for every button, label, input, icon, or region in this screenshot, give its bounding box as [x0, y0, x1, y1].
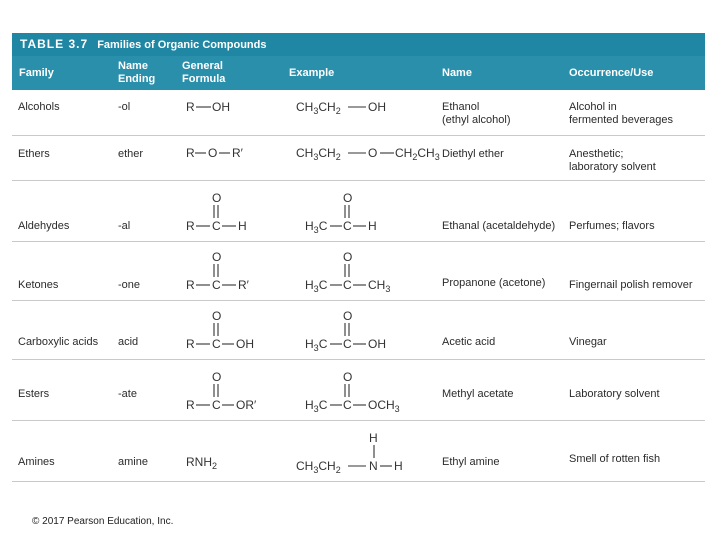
occurrence-cell: Anesthetic; laboratory solvent [569, 148, 656, 173]
family-cell: Ketones [18, 279, 59, 291]
svg-text:O: O [343, 370, 353, 384]
example-formula-propanone [296, 248, 406, 298]
svg-text:CH3: $CH_3$ [368, 278, 391, 294]
svg-text:CH3CH2: $CH_3CH_2$ [296, 100, 341, 116]
header-family: Family [19, 67, 54, 79]
example-formula-ethanal [296, 189, 396, 239]
svg-text:R: R [186, 398, 195, 412]
occurrence-cell: Alcohol in fermented beverages [569, 101, 673, 126]
family-cell: Ethers [18, 148, 50, 160]
svg-text:O: O [343, 191, 353, 205]
compound-name-cell: Acetic acid [442, 336, 496, 348]
occurrence-cell: Vinegar [569, 336, 607, 348]
svg-text:OH: OH [368, 337, 386, 351]
header-name-ending [118, 60, 155, 86]
table-row-aldehydes [12, 181, 705, 242]
name-ending-cell: -ol [118, 101, 131, 113]
example-formula-acetic-acid [296, 307, 396, 357]
svg-text:H3C: $H_3C$ [305, 278, 328, 294]
general-formula-ether [184, 144, 264, 164]
svg-text:C: C [343, 278, 352, 292]
svg-text:OR′: OR′ [236, 398, 257, 412]
svg-text:CH3CH2: $CH_3CH_2$ [296, 146, 341, 162]
table-header-row [12, 56, 705, 90]
header-general-formula-line1: General [182, 60, 223, 72]
family-cell: Aldehydes [18, 220, 70, 232]
occurrence-cell: Smell of rotten fish [569, 453, 661, 465]
svg-text:OH: OH [236, 337, 254, 351]
table-title-bar [12, 33, 705, 56]
svg-text:OCH3: $OCH_3$ [368, 398, 400, 414]
table-title: Families of Organic Compounds [97, 39, 267, 51]
general-formula-aldehyde [184, 189, 264, 239]
family-cell: Esters [18, 388, 50, 400]
example-formula-methyl-acetate [296, 368, 416, 418]
name-ending-cell: -ate [118, 388, 137, 400]
table-row-amines [12, 421, 705, 482]
general-formula-ester [184, 368, 274, 418]
general-formula-ketone [184, 248, 264, 298]
header-general-formula-line2: Formula [182, 73, 226, 85]
header-example: Example [289, 67, 335, 79]
svg-text:R: R [186, 219, 195, 233]
svg-text:R′: R′ [232, 146, 243, 160]
copyright-notice: © 2017 Pearson Education, Inc. [32, 516, 174, 527]
header-occurrence-use: Occurrence/Use [569, 67, 654, 79]
compound-name-cell: Propanone (acetone) [442, 277, 546, 289]
name-ending-cell: acid [118, 336, 139, 348]
svg-text:O: O [212, 309, 222, 323]
svg-text:O: O [208, 146, 218, 160]
compound-name-cell: Ethyl amine [442, 456, 500, 468]
family-cell: Carboxylic acids [18, 336, 99, 348]
svg-text:H: H [238, 219, 247, 233]
header-name-ending-line2: Ending [118, 73, 156, 85]
compound-name-cell: Methyl acetate [442, 388, 514, 400]
header-general-formula [182, 60, 225, 86]
compound-name-cell: Ethanal (acetaldehyde) [442, 220, 556, 232]
name-ending-cell: amine [118, 456, 148, 468]
svg-text:OH: OH [368, 100, 386, 114]
name-ending-cell: ether [118, 148, 144, 160]
svg-text:H: H [394, 459, 403, 473]
svg-text:H: H [368, 219, 377, 233]
general-formula-carboxylic-acid [184, 307, 264, 357]
svg-text:C: C [343, 398, 352, 412]
svg-text:RNH2: $RNH_2$ [186, 455, 218, 471]
formula-atom: OH [212, 100, 230, 114]
svg-text:O: O [343, 250, 353, 264]
svg-text:H3C: $H_3C$ [305, 219, 328, 235]
occurrence-cell: Perfumes; flavors [569, 220, 655, 232]
name-ending-cell: -al [118, 220, 131, 232]
svg-text:R: R [186, 146, 195, 160]
svg-text:CH3CH2: $CH_3CH_2$ [296, 459, 341, 475]
general-formula-amine [186, 449, 246, 471]
svg-text:C: C [212, 337, 221, 351]
svg-text:C: C [212, 219, 221, 233]
compound-name-cell: Ethanol (ethyl alcohol) [442, 101, 511, 126]
svg-text:C: C [343, 337, 352, 351]
compound-name-cell: Diethyl ether [442, 148, 504, 160]
svg-text:H: H [369, 431, 378, 445]
svg-text:O: O [343, 309, 353, 323]
table-row-esters [12, 360, 705, 421]
svg-text:O: O [212, 370, 222, 384]
svg-text:CH2CH3: $CH_2CH_3$ [395, 146, 440, 162]
header-name: Name [442, 67, 472, 79]
family-cell: Alcohols [18, 101, 60, 113]
svg-text:R′: R′ [238, 278, 249, 292]
formula-atom: R [186, 100, 195, 114]
example-formula-diethyl-ether [296, 144, 446, 166]
table-number: TABLE 3.7 [20, 37, 89, 51]
name-ending-cell: -one [118, 279, 141, 291]
header-name-ending-line1: Name [118, 60, 148, 72]
svg-text:C: C [212, 398, 221, 412]
svg-text:H3C: $H_3C$ [305, 337, 328, 353]
svg-text:C: C [212, 278, 221, 292]
family-cell: Amines [18, 456, 55, 468]
svg-text:O: O [212, 250, 222, 264]
table-row-alcohols [12, 90, 705, 136]
example-formula-ethanol [296, 98, 396, 120]
svg-text:N: N [369, 459, 378, 473]
svg-text:O: O [368, 146, 378, 160]
table-row-ethers [12, 136, 705, 181]
svg-text:O: O [212, 191, 222, 205]
svg-text:C: C [343, 219, 352, 233]
svg-text:R: R [186, 337, 195, 351]
svg-text:R: R [186, 278, 195, 292]
svg-text:H3C: $H_3C$ [305, 398, 328, 414]
example-formula-ethyl-amine [296, 429, 416, 479]
occurrence-cell: Fingernail polish remover [569, 279, 693, 291]
table-row-carboxylic-acids [12, 301, 705, 360]
general-formula-alcohol [184, 98, 244, 118]
table-row-ketones [12, 242, 705, 301]
occurrence-cell: Laboratory solvent [569, 388, 660, 400]
